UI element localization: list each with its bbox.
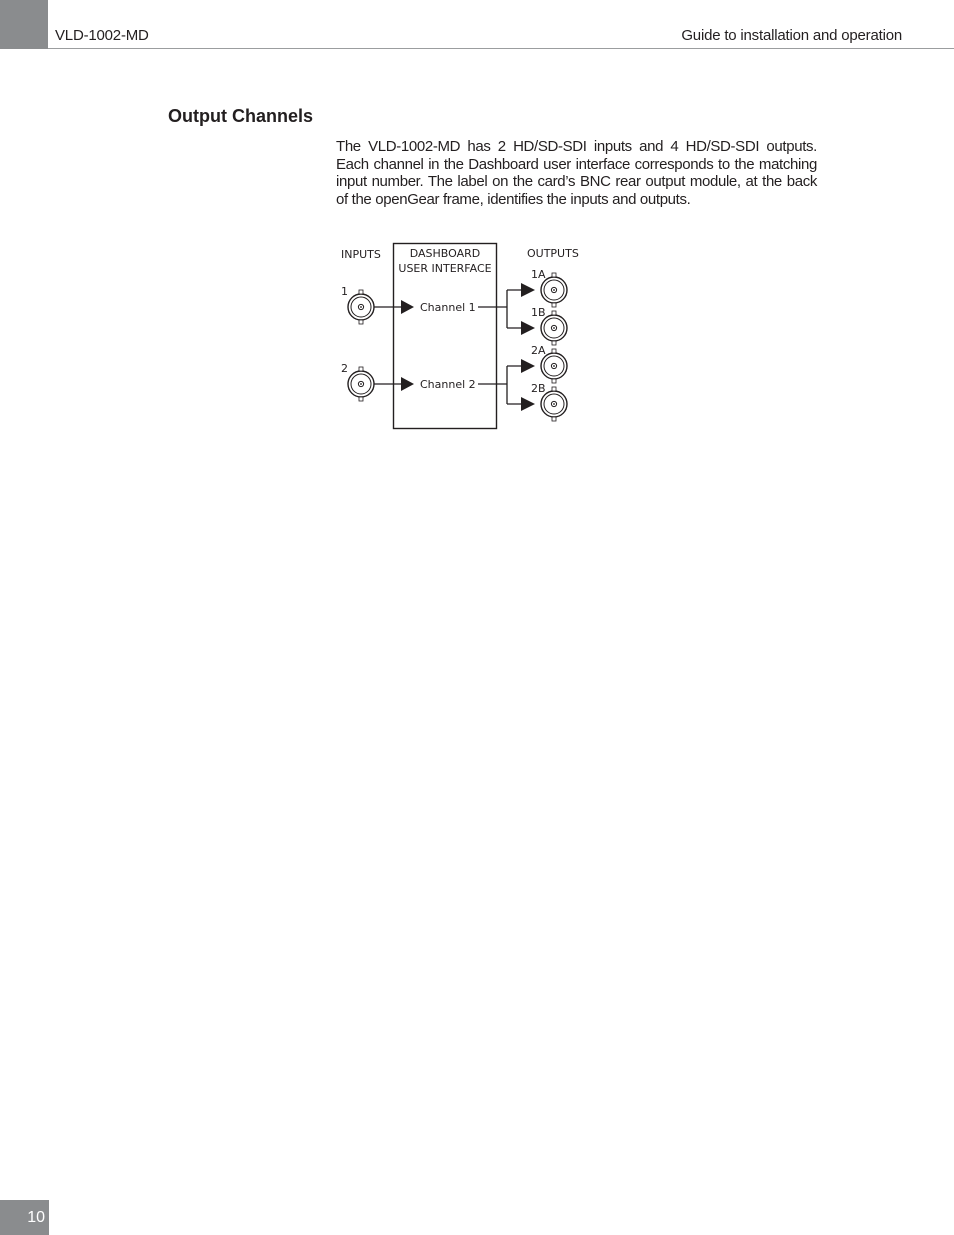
output-2b-arrow-icon — [521, 397, 535, 411]
channel-2-label: Channel 2 — [420, 378, 476, 391]
box-label-line1: DASHBOARD — [409, 247, 481, 260]
channel-1-label: Channel 1 — [420, 301, 476, 314]
output-2a-label: 2A — [531, 344, 546, 357]
output-2a-arrow-icon — [521, 359, 535, 373]
output-1a-arrow-icon — [521, 283, 535, 297]
inputs-label: INPUTS — [341, 248, 381, 261]
output-2b-label: 2B — [531, 382, 546, 395]
header-corner-block — [0, 0, 48, 49]
input-1-arrow-icon — [401, 300, 414, 314]
input-1-bnc-icon — [348, 290, 374, 324]
header-rule — [48, 48, 954, 49]
input-2-arrow-icon — [401, 377, 414, 391]
input-1-label: 1 — [341, 285, 348, 298]
output-channels-diagram — [330, 238, 590, 438]
box-label-line2: USER INTERFACE — [398, 262, 492, 275]
intro-paragraph: The VLD-1002-MD has 2 HD/SD-SDI inputs and 4 HD/SD-SDI outputs. Each channel in the Dashboard user interface corresponds to the matching input number. The label on the card’s BNC rear output module, at the back of the openGear frame, identifies the inputs and outputs. — [336, 138, 817, 208]
output-1b-arrow-icon — [521, 321, 535, 335]
input-2-bnc-icon — [348, 367, 374, 401]
section-heading: Output Channels — [168, 106, 313, 126]
output-1a-label: 1A — [531, 268, 546, 281]
page-number: 10 — [27, 1209, 45, 1226]
header-doc-title: Guide to installation and operation — [681, 27, 902, 44]
outputs-label: OUTPUTS — [527, 247, 579, 260]
input-2-label: 2 — [341, 362, 348, 375]
header-doc-id: VLD-1002-MD — [55, 27, 149, 44]
output-1b-label: 1B — [531, 306, 546, 319]
